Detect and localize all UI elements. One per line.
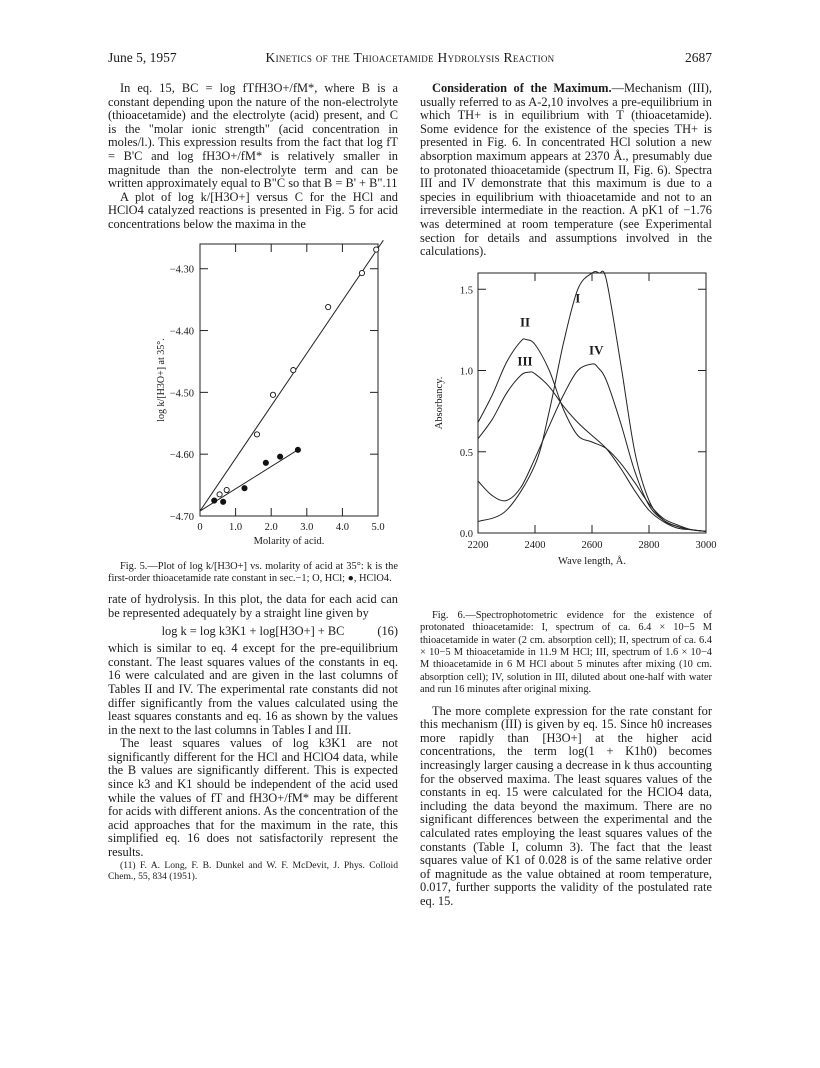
fig6-xtick-label: 3000 bbox=[695, 539, 717, 551]
header-page-number: 2687 bbox=[685, 50, 712, 65]
fig6-ytick-label: 0.0 bbox=[459, 528, 473, 540]
fig5-xtick-label: 4.0 bbox=[335, 521, 349, 533]
fig5-ytick-label: −4.30 bbox=[169, 264, 194, 276]
figure-6-caption: Fig. 6.—Spectrophotometric evidence for the existence of protonated thioacetamide: I, spectrum of ca. 6.4 × 10−5 M thioacetamide in water (2 cm. absorption cell); II, spectrum of ca. 6.4 × 10−5 M thioacetamide in 11.9 M HCl; III, spectrum of 1.6 × 10−4 M thioacetamide in 6 M HCl about 5 minutes after mixing (10 cm. absorption cell); IV, solution in III, diluted about one-half with water and run 16 minutes after original mixing. bbox=[420, 609, 712, 696]
fig5-point-hcl bbox=[270, 392, 275, 397]
figure-5-caption: Fig. 5.—Plot of log k/[H3O+] vs. molarity of acid at 35°: k is the first-order thioacetamide rate constant in sec.−1; O, HCl; ●, HClO4. bbox=[108, 560, 398, 584]
fig5-point-hcl bbox=[254, 431, 259, 436]
running-header bbox=[108, 50, 712, 68]
fig5-xtick-label: 1.0 bbox=[229, 521, 243, 533]
fig6-curve-i bbox=[478, 271, 706, 531]
figure-5-plot bbox=[108, 236, 398, 561]
fig5-point-hcl bbox=[291, 367, 296, 372]
fig5-fit-line-hcl bbox=[200, 240, 383, 511]
fig5-xtick-label: 0 bbox=[197, 521, 203, 533]
fig5-ytick-label: −4.40 bbox=[169, 326, 194, 338]
header-title: Kinetics of the Thioacetamide Hydrolysis Reaction bbox=[265, 50, 555, 65]
fig5-point-hcl bbox=[326, 304, 331, 309]
fig6-ytick-label: 0.5 bbox=[459, 447, 473, 459]
fig5-point-hclo4 bbox=[295, 447, 300, 452]
fig5-ytick-label: −4.60 bbox=[169, 449, 194, 461]
right-column bbox=[420, 81, 717, 908]
fig5-point-hcl bbox=[374, 246, 379, 251]
section-heading: Consideration of the Maximum. bbox=[432, 81, 612, 95]
left-paragraph-3: rate of hydrolysis. In this plot, the data for each acid can be represented adequately by a straight line given by bbox=[108, 592, 398, 620]
fig6-curve-label-ii: II bbox=[519, 314, 531, 330]
fig5-point-hcl bbox=[217, 491, 222, 496]
fig5-xlabel: Molarity of acid. bbox=[253, 535, 325, 547]
fig6-curve-iv bbox=[478, 364, 706, 532]
fig5-xtick-label: 3.0 bbox=[300, 521, 314, 533]
left-paragraph-4: which is similar to eq. 4 except for the pre-equilibrium constant. The least squares values of the constants in eq. 16 were calculated and are given in the last columns of Tables II and IV. The experimental rate constants did not differ significantly from the values calculated using the least squares constants and eq. 16 as shown by the values in the next to the last columns in Tables I and III. bbox=[108, 641, 398, 737]
equation-16-number: (16) bbox=[377, 623, 398, 638]
fig6-curve-label-i: I bbox=[575, 289, 581, 305]
fig5-point-hclo4 bbox=[242, 485, 247, 490]
fig5-ylabel: log k/[H3O+] at 35°. bbox=[156, 337, 167, 422]
left-paragraph-1: In eq. 15, BC = log fTfH3O+/fM*, where B is a constant depending upon the nature of the non-electrolyte (thioacetamide) and the electrolyte (acid) present, and C is the "molar ionic strength" (acid concentration in moles/l.). This expression results from the fact that log fT = B'C and log fH3O+/fM* is relatively smaller in magnitude than the non-electrolyte term and can be written approximately equal to B"C so that B = B' + B".11 bbox=[108, 81, 398, 191]
fig5-ytick-label: −4.70 bbox=[169, 511, 194, 523]
fig5-xtick-label: 2.0 bbox=[264, 521, 278, 533]
fig6-xlabel: Wave length, Å. bbox=[558, 555, 626, 567]
equation-16-text: log k = log k3K1 + log[H3O+] + BC bbox=[161, 623, 345, 638]
fig6-ytick-label: 1.0 bbox=[459, 366, 473, 378]
header-date: June 5, 1957 bbox=[108, 50, 177, 65]
fig6-ytick-label: 1.5 bbox=[459, 284, 473, 296]
fig6-curve-label-iii: III bbox=[517, 353, 533, 369]
fig6-xtick-label: 2800 bbox=[638, 539, 660, 551]
footnote-11: (11) F. A. Long, F. B. Dunkel and W. F. McDevit, J. Phys. Colloid Chem., 55, 834 (1951). bbox=[108, 859, 398, 882]
left-paragraph-2: A plot of log k/[H3O+] versus C for the HCl and HClO4 catalyzed reactions is presented in Fig. 5 for acid concentrations below the maxima in the bbox=[108, 189, 398, 231]
fig5-point-hclo4 bbox=[221, 499, 226, 504]
left-column bbox=[108, 82, 398, 882]
fig6-curve-iii bbox=[478, 372, 706, 532]
fig6-ylabel: Absorbancy. bbox=[434, 376, 445, 430]
equation-16 bbox=[108, 625, 398, 639]
fig5-point-hclo4 bbox=[212, 497, 217, 502]
fig6-xtick-label: 2400 bbox=[524, 539, 546, 551]
fig5-ytick-label: −4.50 bbox=[169, 387, 194, 399]
figure-6-plot bbox=[420, 265, 717, 610]
fig5-point-hcl bbox=[359, 270, 364, 275]
fig5-point-hcl bbox=[224, 487, 229, 492]
fig5-point-hclo4 bbox=[263, 460, 268, 465]
fig6-curve-label-iv: IV bbox=[589, 341, 604, 357]
fig6-xtick-label: 2200 bbox=[467, 539, 489, 551]
right-paragraph-1-text: —Mechanism (III), usually referred to as A-2,10 involves a pre-equilibrium in which TH+ is in equilibrium with T (thioacetamide). Some evidence for the existence of the species TH+ is presented in Fig. 6. In concentrated HCl solution a new absorption maximum appears at 2370 Å., presumably due to protonated thioacetamide (spectrum II, Fig. 6). Spectra III and IV demonstrate that this maximum is due to a species in equilibrium with thioacetamide and not to an irreversible intermediate in the reaction. A pK1 of −1.76 was determined at room temperature (see Experimental section for details and assumptions involved in the calculations). bbox=[420, 81, 712, 259]
right-paragraph-1 bbox=[420, 82, 712, 259]
fig6-xtick-label: 2600 bbox=[581, 539, 603, 551]
left-paragraph-5: The least squares values of log k3K1 are not significantly different for the HCl and HClO4 data, while the B values are significantly different. This is expected since k3 and K1 should be independent of the acid used while the values of fT and fH3O+/fM* may be different for acids with different anions. As the concentration of the acid approaches that for the maximum in the rate, this simplified eq. 16 does not satisfactorily represent the results. bbox=[108, 736, 398, 860]
fig6-frame bbox=[478, 273, 706, 533]
fig5-xtick-label: 5.0 bbox=[371, 521, 385, 533]
fig5-point-hclo4 bbox=[278, 454, 283, 459]
right-paragraph-2: The more complete expression for the rate constant for this mechanism (III) is given by eq. 15. Since h0 increases more rapidly than [H3O+] at the higher acid concentrations, the term log(1 + K1h0) becomes increasingly larger causing a decrease in k thus accounting for the observed maxima. The least squares values of the constants in eq. 15 were calculated for the HClO4 data, including the data beyond the maximum. There are no significant differences between the experimental and the calculated rates employing the least squares values of the constants (Table I, column 3). The fact that the least squares value of K1 of 0.028 is of the same relative order of magnitude as the value obtained at room temperature, 0.017, further supports the validity of the postulated rate eq. 15. bbox=[420, 703, 712, 908]
